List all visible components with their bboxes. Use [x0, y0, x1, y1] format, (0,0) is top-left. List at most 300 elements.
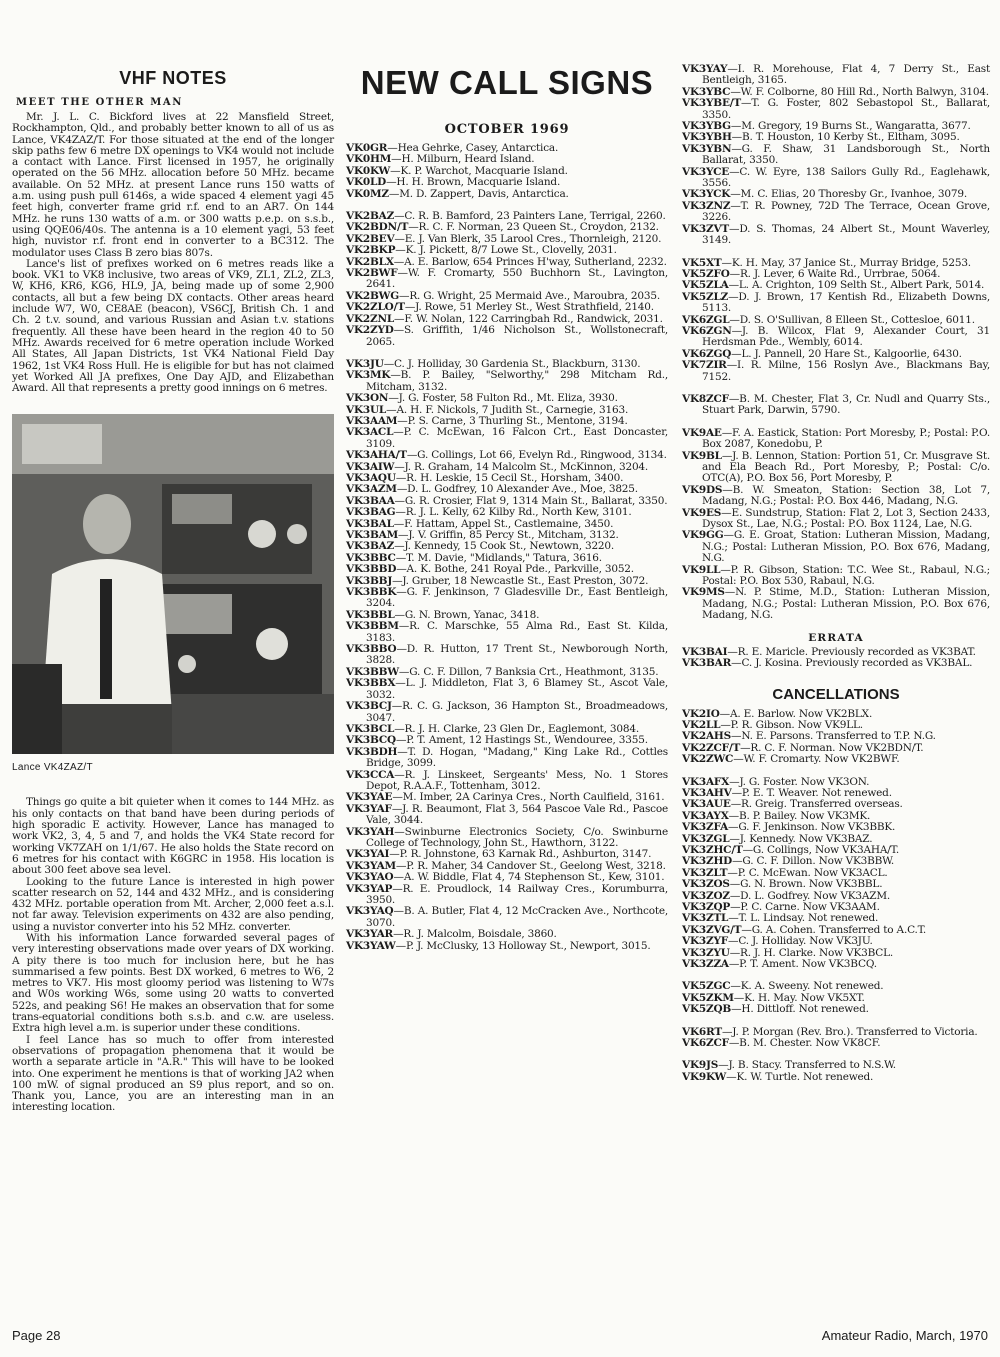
call-sign-entry — [682, 64, 990, 87]
errata-heading: ERRATA — [808, 631, 864, 644]
call-sign: VK3ZQP — [682, 901, 731, 913]
call-sign-entry — [346, 770, 668, 793]
dash: — — [395, 244, 406, 257]
dash: — — [718, 1059, 729, 1072]
dash: — — [395, 734, 407, 747]
dash: — — [394, 768, 405, 781]
dash: — — [721, 426, 733, 439]
dash: — — [722, 483, 733, 496]
paragraph: Mr. J. L. C. Bickford lives at 22 Mansfield Street, Rockhampton, Qld., and probably better known to all of us as Lance, VK4ZAZ/T. For those situated at the end of the longer skip paths few 6 metre DX openings to VK4 would not include a contact with Lance. First licensed in 1957, he originally operated on the 56 MHz. allocation before 50 MHz. became available. On 52 MHz. at present Lance runs 150 watts of a.m. using push pull 6146s, a wide spaced 4 element yagi 45 feet high, converter frame grid r.f. end to an AR7. On 144 MHz. he runs 130 watts of a.m. or 300 watts p.e.p. on s.s.b., using QQE06/40s. The antenna is a 10 element yagi, 53 feet high, nuvistor r.f. front end in converter to a BC312. The modulator uses Class B zero bias 807s. — [12, 111, 334, 259]
call-sign-details: P. C. McEwan, 16 Falcon Crt., East Doncaster, 3109. — [366, 426, 668, 450]
paragraph: I feel Lance has so much to offer from interested observations of propagation phenomena that it would be worth a separate article in "A.R." This will have to be looked into. One experiment he mentions is that of working JA2 when 100 mW. of signal produced an S9 plus report, and so on. Thank you, Lance, you are an interesting man in an interesting location. — [12, 1033, 334, 1114]
dash: — — [391, 153, 402, 166]
call-sign-details: R. C. F. Norman, 23 Queen St., Croydon, 2132. — [418, 221, 659, 234]
call-sign-entry — [682, 1038, 990, 1049]
call-sign: VK3ACL — [346, 426, 394, 439]
call-sign-details: C. J. Holliday, 30 Gardenia St., Blackburn, 3130. — [394, 357, 641, 370]
call-sign: VK9DS — [682, 483, 723, 496]
publication-footer: Amateur Radio, March, 1970 — [821, 1328, 988, 1343]
call-sign: VK7ZIR — [682, 359, 727, 372]
call-sign-details: B. P. Bailey. Now VK3MK. — [738, 809, 871, 822]
call-sign-entry — [346, 587, 668, 610]
call-sign-entry — [682, 201, 990, 224]
call-sign: VK9JS — [682, 1059, 719, 1072]
call-sign-entry — [682, 754, 990, 765]
call-sign-entry — [682, 394, 990, 417]
call-sign-details: R. Greig. Transferred overseas. — [741, 798, 903, 811]
call-sign: VK3YAQ — [346, 905, 394, 918]
dash: — — [721, 506, 732, 519]
call-sign: VK5ZLA — [682, 279, 729, 292]
dash: — — [398, 529, 409, 541]
call-sign-entry — [682, 587, 990, 621]
month-heading: OCTOBER 1969 — [444, 122, 570, 137]
call-sign-details: J. P. Morgan (Rev. Bro.). Transferred to Victoria. — [732, 1025, 978, 1038]
call-sign: VK3AHV — [682, 786, 732, 799]
call-sign: VK3BBW — [346, 665, 399, 678]
dash: — — [394, 825, 405, 838]
call-sign-entry — [346, 884, 668, 907]
dash: — — [731, 730, 742, 743]
call-sign-entry — [682, 1072, 990, 1083]
dash: — — [395, 939, 406, 952]
dash: — — [720, 718, 731, 731]
dash: — — [388, 187, 400, 200]
call-sign-details: A. K. Bothe, 241 Royal Pde., Parkville, 3052. — [406, 563, 634, 576]
call-sign-entry — [682, 508, 990, 531]
dash: — — [729, 889, 741, 902]
call-sign-details: A. H. F. Nickols, 7 Judith St., Carnegie, 3163. — [396, 403, 629, 416]
call-sign: VK3YCE — [682, 165, 730, 178]
call-sign: VK2ZNL — [346, 312, 395, 325]
call-sign: VK3UL — [346, 403, 387, 416]
errata-list — [682, 647, 990, 670]
call-sign-details: K. W. Turtle. Not renewed. — [736, 1070, 874, 1083]
dash: — — [395, 859, 407, 872]
call-sign-details: K. J. Pickett, 8/7 Lowe St., Clovelly, 2031. — [405, 244, 617, 257]
call-sign: VK9AE — [682, 426, 722, 439]
dash: — — [395, 471, 407, 484]
call-sign: VK3ZOZ — [682, 889, 730, 902]
call-sign-details: D. L. Godfrey, 10 Alexander Ave., Moe, 3825. — [407, 483, 638, 496]
paragraph: Things go quite a bit quieter when it comes to 144 MHz. as his only contacts on that band have been during periods of high sporadic E activity. However, Lance has managed to work VK2, 3, 4, 5 and 7, and holds the VK4 State record for working VK7ZAH on 1/1/67. He also holds the State record on 6 metres for his contact with K6GRC in 1958. His location is about 300 feet above sea level. — [12, 796, 334, 877]
call-sign: VK3AQU — [346, 471, 396, 484]
dash: — — [393, 517, 405, 530]
dash: — — [728, 809, 739, 822]
call-sign: VK3BBK — [346, 586, 397, 599]
call-sign-details: P. R. Maher, 34 Candover St., Geelong West, 3218. — [406, 859, 666, 872]
dash: — — [724, 586, 736, 599]
call-sign-entry — [682, 98, 990, 121]
call-sign-details: B. W. Smeaton, Station: Section 38, Lot 7, Madang, N.G.; Postal: P.O. Box 446, Madang, N.G. — [702, 483, 990, 508]
dash: — — [720, 563, 731, 576]
dash: — — [726, 359, 737, 372]
dash: — — [741, 923, 752, 936]
call-sign-details: B. A. Butler, Flat 4, 12 McCracken Ave., Northcote, 3070. — [366, 905, 668, 929]
call-sign-entry — [682, 485, 990, 508]
dash: — — [729, 222, 740, 235]
call-sign: VK3BBL — [346, 608, 395, 621]
page-number: Page 28 — [12, 1328, 61, 1343]
call-sign-details: J. G. Foster. Now VK3ON. — [739, 775, 870, 788]
call-sign-details: T. G. Foster, 802 Sebastopol St., Ballarat, 3350. — [702, 97, 990, 121]
call-sign-entry — [346, 621, 668, 644]
call-sign-entry — [346, 747, 668, 770]
call-sign: VK3AFX — [682, 775, 730, 788]
dash: — — [397, 267, 408, 280]
call-sign-entry — [682, 292, 990, 315]
call-sign-details: P. C. Carne. Now VK3AAM. — [740, 901, 880, 913]
dash: — — [393, 426, 404, 439]
dash: — — [398, 665, 410, 678]
call-sign-details: J. B. Stacy. Transferred to N.S.W. — [728, 1059, 896, 1072]
call-sign-entry — [682, 360, 990, 383]
new-call-signs-column — [346, 0, 668, 952]
call-sign: VK3BCL — [346, 722, 395, 735]
dash: — — [398, 620, 410, 633]
call-sign: VK3AHA/T — [346, 449, 407, 462]
call-sign: VK3BDH — [346, 745, 398, 758]
call-sign: VK2BKP — [346, 244, 396, 257]
call-sign: VK3ZGL — [682, 832, 730, 845]
dash: — — [390, 164, 401, 177]
dash: — — [388, 392, 399, 405]
dash: — — [730, 199, 741, 212]
call-sign-details: B. T. Houston, 10 Kerby St., Eltham, 3095. — [741, 131, 960, 144]
call-sign: VK2ZWC — [682, 753, 734, 766]
call-sign: VK3ZHD — [682, 855, 733, 868]
call-sign: VK2ZYD — [346, 324, 394, 337]
call-sign: VK3BBX — [346, 677, 396, 690]
dash: — — [396, 643, 407, 656]
call-sign-details: J. Rowe, 51 Merley St., West Strathfield, 2140. — [415, 301, 654, 314]
call-sign-details: G. F. Shaw, 31 Landsborough St., North Ballarat, 3350. — [702, 142, 990, 167]
call-sign-details: G. R. Crosier, Flat 9, 1314 Main St., Ballarat, 3350. — [404, 494, 668, 507]
call-sign-details: T. L. Lindsay. Not renewed. — [738, 912, 879, 925]
call-sign: VK3BAZ — [346, 540, 395, 553]
call-sign-details: J. G. Foster, 58 Fulton Rd., Mt. Eliza, 3930. — [398, 392, 618, 405]
dash: — — [730, 798, 741, 811]
dash: — — [728, 935, 739, 948]
call-sign-details: T. D. Hogan, "Madang," King Lake Rd., Cottles Bridge, 3099. — [366, 745, 668, 770]
call-sign: VK3ZLT — [682, 866, 728, 879]
dash: — — [721, 256, 732, 269]
call-sign-details: H. H. Brown, Macquarie Island. — [396, 176, 561, 189]
call-sign: VK3BCQ — [346, 734, 396, 747]
dash: — — [730, 85, 741, 98]
dash: — — [730, 120, 742, 133]
call-sign: VK8ZCF — [682, 392, 729, 405]
call-sign-details: F. W. Nolan, 122 Carringbah Rd., Randwick, 2031. — [404, 312, 663, 325]
dash: — — [729, 775, 740, 788]
call-sign-entry — [346, 427, 668, 450]
dash: — — [731, 347, 742, 360]
call-sign: VK3BAI — [682, 645, 728, 658]
call-sign: VK3ZYF — [682, 935, 728, 948]
call-sign-details: S. Griffith, 1/46 Nicholson St., Wollstonecraft, 2065. — [366, 324, 668, 348]
cancellations-heading: CANCELLATIONS — [772, 685, 900, 703]
call-sign: VK3JU — [346, 357, 384, 370]
call-sign-entry — [346, 827, 668, 850]
call-sign-entry — [682, 428, 990, 451]
call-sign: VK2AHS — [682, 730, 732, 743]
dash: — — [727, 63, 738, 75]
call-sign-details: R. J. Lever, 6 Waite Rd., Urrbrae, 5064. — [739, 267, 941, 280]
call-sign: VK3BBO — [346, 643, 397, 656]
call-sign-details: L. J. Pannell, 20 Hare St., Kalgoorlie, 6430. — [741, 347, 962, 360]
call-sign-details: R. J. H. Clarke. Now VK3BCL. — [740, 946, 894, 959]
call-sign: VK0HM — [346, 153, 392, 166]
call-sign-entry — [682, 1004, 990, 1015]
dash: — — [731, 131, 742, 144]
call-sign-details: G. F. Jenkinson. Now VK3BBK. — [738, 821, 896, 834]
call-sign: VK9MS — [682, 586, 725, 599]
call-sign-details: R. J. Malcolm, Boisdale, 3860. — [403, 928, 557, 941]
call-sign: VK3YBG — [682, 120, 731, 133]
dash: — — [729, 165, 740, 178]
dash: — — [732, 855, 743, 868]
dash: — — [394, 312, 405, 325]
call-sign: VK6ZGQ — [682, 347, 732, 360]
dash: — — [728, 392, 740, 405]
call-sign-entry — [346, 644, 668, 667]
call-sign-details: P. T. Ament, 12 Hastings St., Wendouree, 3355. — [406, 734, 648, 747]
dash: — — [731, 786, 742, 799]
call-sign-details: G. N. Brown. Now VK3BBL. — [740, 878, 883, 891]
call-sign-details: K. A. Sweeny. Not renewed. — [740, 980, 884, 993]
operator-photo-illustration — [12, 414, 334, 754]
call-sign-details: C. W. Eyre, 138 Sailors Gully Rd., Eaglehawk, 3556. — [702, 165, 990, 190]
call-sign-entry — [346, 941, 668, 952]
call-sign-details: J. B. Wilcox, Flat 9, Alexander Court, 31 Herdsman Pde., Wembly, 6014. — [702, 324, 990, 349]
call-sign: VK2BDN/T — [346, 221, 409, 234]
call-sign-entry — [346, 268, 668, 291]
call-sign: VK3ZVG/T — [682, 923, 742, 936]
call-sign-details: F. Hattam, Appel St., Castlemaine, 3450. — [404, 517, 614, 530]
call-sign-details: A. E. Barlow, 654 Princes H'way, Sutherland, 2232. — [404, 255, 667, 268]
call-sign: VK3BBM — [346, 620, 399, 633]
call-sign: VK3ZOS — [682, 878, 730, 891]
call-sign: VK2BEV — [346, 232, 395, 245]
call-sign: VK3YBN — [682, 142, 732, 155]
call-sign-details: A. E. Barlow. Now VK2BLX. — [729, 707, 873, 720]
dash: — — [723, 529, 734, 542]
dash: — — [383, 357, 395, 370]
call-sign-details: P. R. Johnstone, 63 Karnak Rd., Ashburton, 3147. — [399, 848, 652, 861]
dash: — — [395, 551, 406, 564]
dash: — — [729, 832, 740, 845]
call-sign: VK6RT — [682, 1025, 722, 1038]
call-sign-entry — [682, 167, 990, 190]
call-sign: VK3ZNZ — [682, 199, 731, 212]
call-sign-details: G. Collings, Lot 66, Evelyn Rd., Ringwood, 3134. — [417, 449, 667, 462]
dash: — — [391, 700, 403, 713]
call-sign-entry — [346, 189, 668, 200]
dash: — — [399, 289, 410, 302]
call-sign-details: W. F. Cromarty. Now VK2BWF. — [743, 753, 900, 766]
call-sign: VK3ZHC/T — [682, 843, 743, 856]
dash: — — [393, 871, 404, 884]
call-sign-entry — [346, 906, 668, 929]
dash: — — [392, 791, 403, 804]
dash: — — [386, 403, 397, 416]
dash: — — [392, 574, 403, 587]
call-sign: VK3YBH — [682, 131, 732, 144]
dash: — — [727, 866, 738, 879]
paragraph: With his information Lance forwarded several pages of very interesting observations made over years of DX working. A pity there is too much for inclusion here, but he has summarised a few points. Best DX worked, 6 metres to W6, 2 metres to VK7. His most gloomy period was listening to W7s and W0s working W6s, some using 20 watts to converted 522s, and peaking S6! He makes an observation that for some trans-equatorial conditions both s.s.b. and c.w. are useless. Extra high level a.m. is superior under these conditions. — [12, 931, 334, 1035]
dash: — — [393, 905, 404, 918]
dash: — — [719, 707, 730, 720]
call-sign: VK3YAR — [346, 928, 394, 941]
call-sign-details: E. Sundstrup, Station: Flat 2, Lot 3, Section 2433, Dysox St., Lae, N.G.; Postal: P.O. Box 1124, Lae, N.G. — [702, 506, 990, 531]
call-sign: VK2BWF — [346, 267, 398, 280]
dash: — — [396, 483, 408, 496]
call-sign: VK3AAM — [346, 414, 398, 427]
call-sign: VK2ZCF/T — [682, 741, 741, 754]
call-sign-details: A. W. Biddle, Flat 4, 74 Stephenson St., Kew, 3101. — [403, 871, 665, 884]
call-sign-details: R. C. Marschke, 55 Alma Rd., East St. Kilda, 3183. — [366, 620, 668, 644]
call-sign: VK3BBJ — [346, 574, 393, 587]
dash: — — [394, 494, 405, 507]
call-sign: VK6ZGL — [682, 313, 730, 326]
dash: — — [394, 540, 405, 553]
call-sign: VK0KW — [346, 164, 391, 177]
dash: — — [404, 301, 416, 314]
call-sign: VK3YAO — [346, 871, 394, 884]
call-sign: VK3YAH — [346, 825, 395, 838]
call-sign-details: P. T. Ament. Now VK3BCQ. — [739, 958, 877, 971]
dash: — — [406, 449, 418, 462]
call-sign-details: R. C. G. Jackson, 36 Hampton St., Broadmeadows, 3047. — [366, 700, 668, 724]
call-sign-details: P. C. McEwan. Now VK3ACL. — [737, 866, 888, 879]
call-sign: VK3YBC — [682, 85, 731, 98]
dash: — — [729, 267, 740, 280]
call-sign-details: J. B. Lennon, Station: Portion 51, Cr. Musgrave St. and Ela Beach Rd., Port Moresby, P.; Postal: C/o. OTC(A), P.O. Box 56, Port Moresby, P. — [702, 449, 990, 485]
call-sign: VK3ON — [346, 392, 389, 405]
vhf-subhead: MEET THE OTHER MAN — [16, 97, 184, 108]
call-sign: VK3AYX — [682, 809, 729, 822]
dash: — — [721, 1025, 733, 1038]
call-sign-entry — [682, 451, 990, 485]
call-sign: VK3BBD — [346, 563, 397, 576]
dash: — — [394, 210, 405, 223]
call-sign: VK3BAM — [346, 529, 399, 541]
call-sign: VK3YAP — [346, 882, 393, 895]
dash: — — [730, 188, 741, 201]
call-sign: VK9LL — [682, 563, 721, 576]
photo-caption: Lance VK4ZAZ/T — [12, 762, 93, 774]
call-sign-details: D. R. Hutton, 17 Trent St., Newborough North, 3828. — [366, 643, 668, 667]
call-sign: VK9KW — [682, 1070, 727, 1083]
call-sign: VK6ZCF — [682, 1037, 729, 1050]
call-sign: VK3BAG — [346, 506, 396, 519]
vhf-article-bottom — [12, 797, 334, 1113]
dash: — — [392, 882, 403, 895]
dash: — — [391, 802, 403, 815]
dash: — — [397, 414, 408, 427]
dash: — — [728, 1037, 740, 1050]
call-sign-details: R. E. Maricle. Previously recorded as VK3BAT. — [737, 645, 976, 658]
dash: — — [731, 142, 742, 155]
dash: — — [730, 901, 741, 913]
call-sign-details: I. R. Morehouse, Flat 4, 7 Derry St., East Bentleigh, 3165. — [702, 63, 990, 87]
call-sign: VK2IO — [682, 707, 720, 720]
call-sign: VK3ZYU — [682, 946, 730, 959]
call-sign-details: G. F. Jenkinson, 7 Gladesville Dr., East Bentleigh, 3204. — [366, 586, 668, 610]
call-sign-list-continued — [682, 64, 990, 622]
call-sign: VK3ZVT — [682, 222, 730, 235]
call-sign-details: P. R. Gibson, Station: T.C. Wee St., Rabaul, N.G.; Postal: P.O. Box 530, Rabaul, N.G. — [702, 563, 990, 588]
call-sign: VK2ZLO/T — [346, 301, 405, 314]
call-sign-details: D. J. Brown, 17 Kentish Rd., Elizabeth Downs, 5113. — [702, 290, 990, 315]
call-sign: VK3ZTL — [682, 912, 729, 925]
call-sign: VK2LL — [682, 718, 721, 731]
dash: — — [740, 741, 751, 754]
call-sign-details: E. J. Van Blerk, 35 Larool Cres., Thornleigh, 2120. — [404, 232, 662, 245]
call-sign: VK9BL — [682, 449, 722, 462]
dash: — — [729, 946, 741, 959]
call-sign: VK2BLX — [346, 255, 394, 268]
dash: — — [730, 980, 741, 993]
call-sign: VK3AIW — [346, 460, 395, 473]
call-sign-details: R. C. F. Norman. Now VK2BDN/T. — [750, 741, 924, 754]
dash: — — [397, 745, 408, 758]
call-sign-entry — [682, 959, 990, 970]
call-sign-entry — [682, 565, 990, 588]
dash: — — [394, 460, 405, 473]
call-sign: VK3YAI — [346, 848, 390, 861]
call-sign-details: C. R. B. Bamford, 23 Painters Lane, Terrigal, 2260. — [404, 210, 666, 223]
dash: — — [396, 586, 407, 599]
call-sign: VK5ZKM — [682, 991, 734, 1004]
photo-lance-vk4zaz — [12, 414, 334, 754]
call-sign-details: T. R. Powney, 72D The Terrace, Ocean Grove, 3226. — [702, 199, 990, 224]
call-signs-continued-column — [682, 0, 990, 1083]
call-sign: VK3YBE/T — [682, 97, 742, 110]
call-sign: VK3CCA — [346, 768, 395, 781]
dash: — — [733, 753, 744, 766]
vhf-notes-column — [12, 0, 334, 1114]
call-sign: VK5ZQB — [682, 1003, 732, 1016]
dash: — — [395, 506, 406, 519]
call-sign-entry — [682, 144, 990, 167]
dash: — — [396, 563, 407, 576]
dash: — — [731, 1003, 742, 1016]
call-sign-details: R. J. Linskeet, Sergeants' Mess, No. 1 Stores Depot, R.A.A.F., Tottenham, 3012. — [366, 768, 668, 792]
dash: — — [387, 142, 398, 154]
call-sign: VK3YAW — [346, 939, 396, 952]
call-sign-details: M. D. Zappert, Davis, Antarctica. — [399, 187, 569, 200]
call-sign-details: W. F. Cromarty, 550 Buchhorn St., Lavington, 2641. — [366, 267, 668, 291]
call-sign-details: M. Imber, 2A Carinya Cres., North Caulfield, 3161. — [402, 791, 665, 804]
call-sign-details: W. F. Colborne, 80 Hill Rd., North Balwyn, 3104. — [740, 85, 989, 98]
call-sign-details: F. A. Eastick, Station: Port Moresby, P.; Postal: P.O. Box 2087, Konedobu, P. — [702, 426, 990, 451]
call-sign: VK9GG — [682, 529, 724, 542]
call-sign-details: R. J. H. Clarke, 23 Glen Dr., Eaglemont, 3084. — [404, 722, 639, 735]
call-sign-details: D. L. Godfrey. Now VK3AZM. — [740, 889, 891, 902]
dash: — — [733, 991, 745, 1004]
call-sign-entry — [682, 530, 990, 564]
dash: — — [742, 843, 753, 856]
call-sign-details: B. P. Bailey, "Selworthy," 298 Mitcham Rd., Mitcham, 3132. — [366, 369, 668, 393]
call-sign-details: P. R. Gibson. Now VK9LL. — [730, 718, 863, 731]
call-sign: VK5ZGC — [682, 980, 731, 993]
call-sign-entry — [682, 224, 990, 247]
call-sign: VK2BWG — [346, 289, 400, 302]
call-sign-details: C. J. Holliday. Now VK3JU. — [738, 935, 873, 948]
paragraph: Looking to the future Lance is interested in high power scatter research on 52, 144 and 432 MHz., and is considering 432 MHz. portable operation from Mt. Archer, 2,000 feet a.s.l. not far away. Television experiments on 432 are also pending, using a nuvistor converter into his 52 MHz. converter. — [12, 875, 334, 933]
call-sign: VK9ES — [682, 506, 722, 519]
